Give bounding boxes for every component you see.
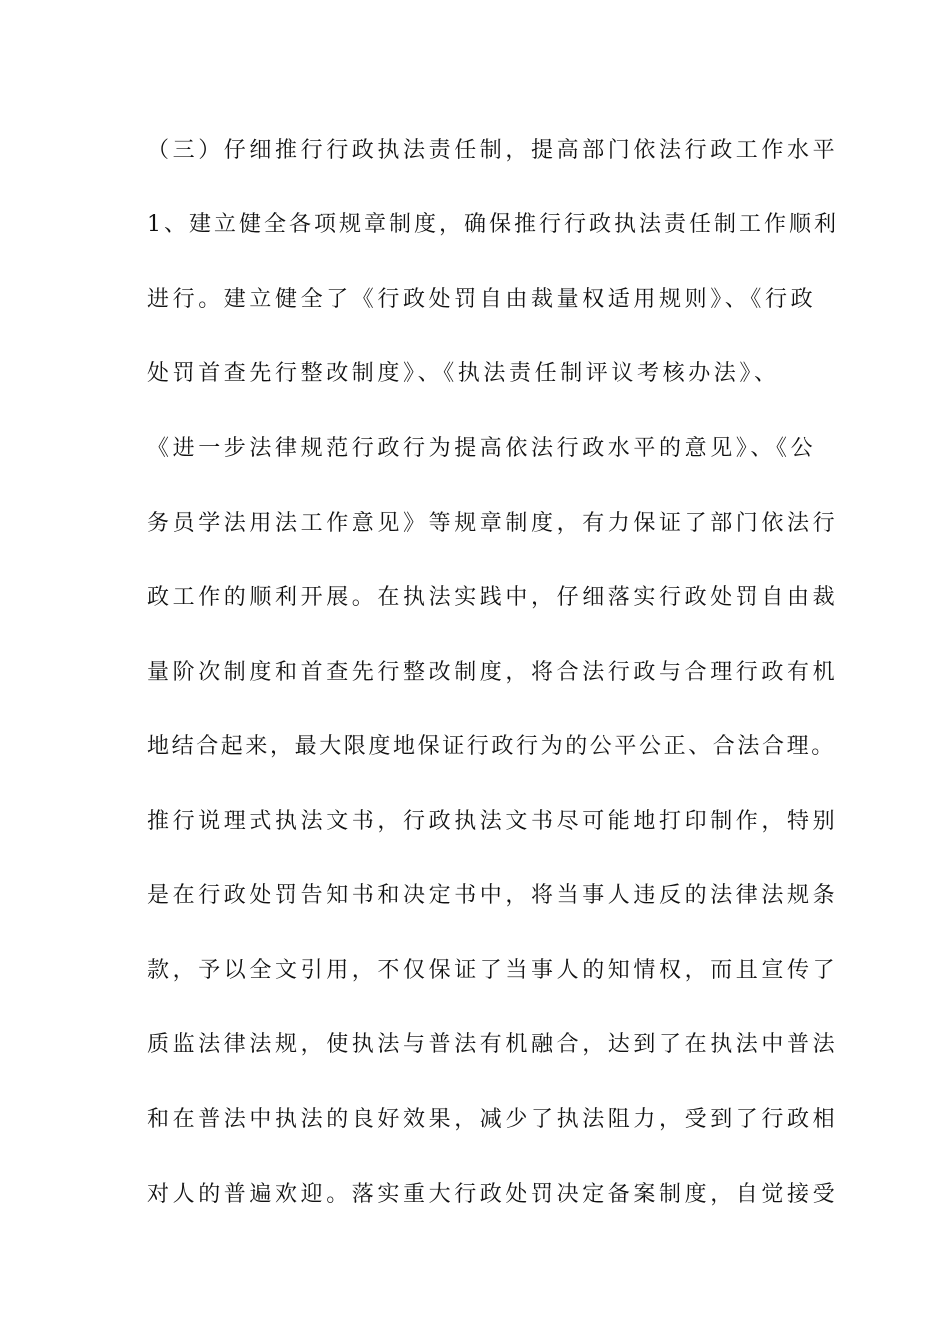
text-line: 量阶次制度和首查先行整改制度，将合法行政与合理行政有机 [147, 660, 839, 685]
text-line: 地结合起来，最大限度地保证行政行为的公平公正、合法合理。 [147, 734, 836, 759]
text-line: 《进一步法律规范行政行为提高依法行政水平的意见》、《公 [147, 436, 817, 461]
text-line: 是在行政处罚告知书和决定书中，将当事人违反的法律法规条 [147, 883, 839, 908]
text-line: 政工作的顺利开展。在执法实践中，仔细落实行政处罚自由裁 [147, 585, 839, 610]
text-line: 务员学法用法工作意见》等规章制度，有力保证了部门依法行 [147, 511, 839, 536]
text-line: 和在普法中执法的良好效果，减少了执法阻力，受到了行政相 [147, 1107, 839, 1132]
text-line: 质监法律法规，使执法与普法有机融合，达到了在执法中普法 [147, 1032, 839, 1057]
text-line: 推行说理式执法文书，行政执法文书尽可能地打印制作，特别 [147, 809, 839, 834]
text-line: 款，予以全文引用，不仅保证了当事人的知情权，而且宣传了 [147, 958, 839, 983]
text-line: 进行。建立健全了《行政处罚自由裁量权适用规则》、《行政 [147, 287, 817, 312]
text-line: 对人的普遍欢迎。落实重大行政处罚决定备案制度，自觉接受 [147, 1182, 839, 1207]
text-line: 1、建立健全各项规章制度，确保推行行政执法责任制工作顺利 [147, 212, 839, 237]
text-line: 处罚首查先行整改制度》、《执法责任制评议考核办法》、 [147, 361, 780, 386]
text-line: （三）仔细推行行政执法责任制，提高部门依法行政工作水平 [147, 138, 839, 163]
